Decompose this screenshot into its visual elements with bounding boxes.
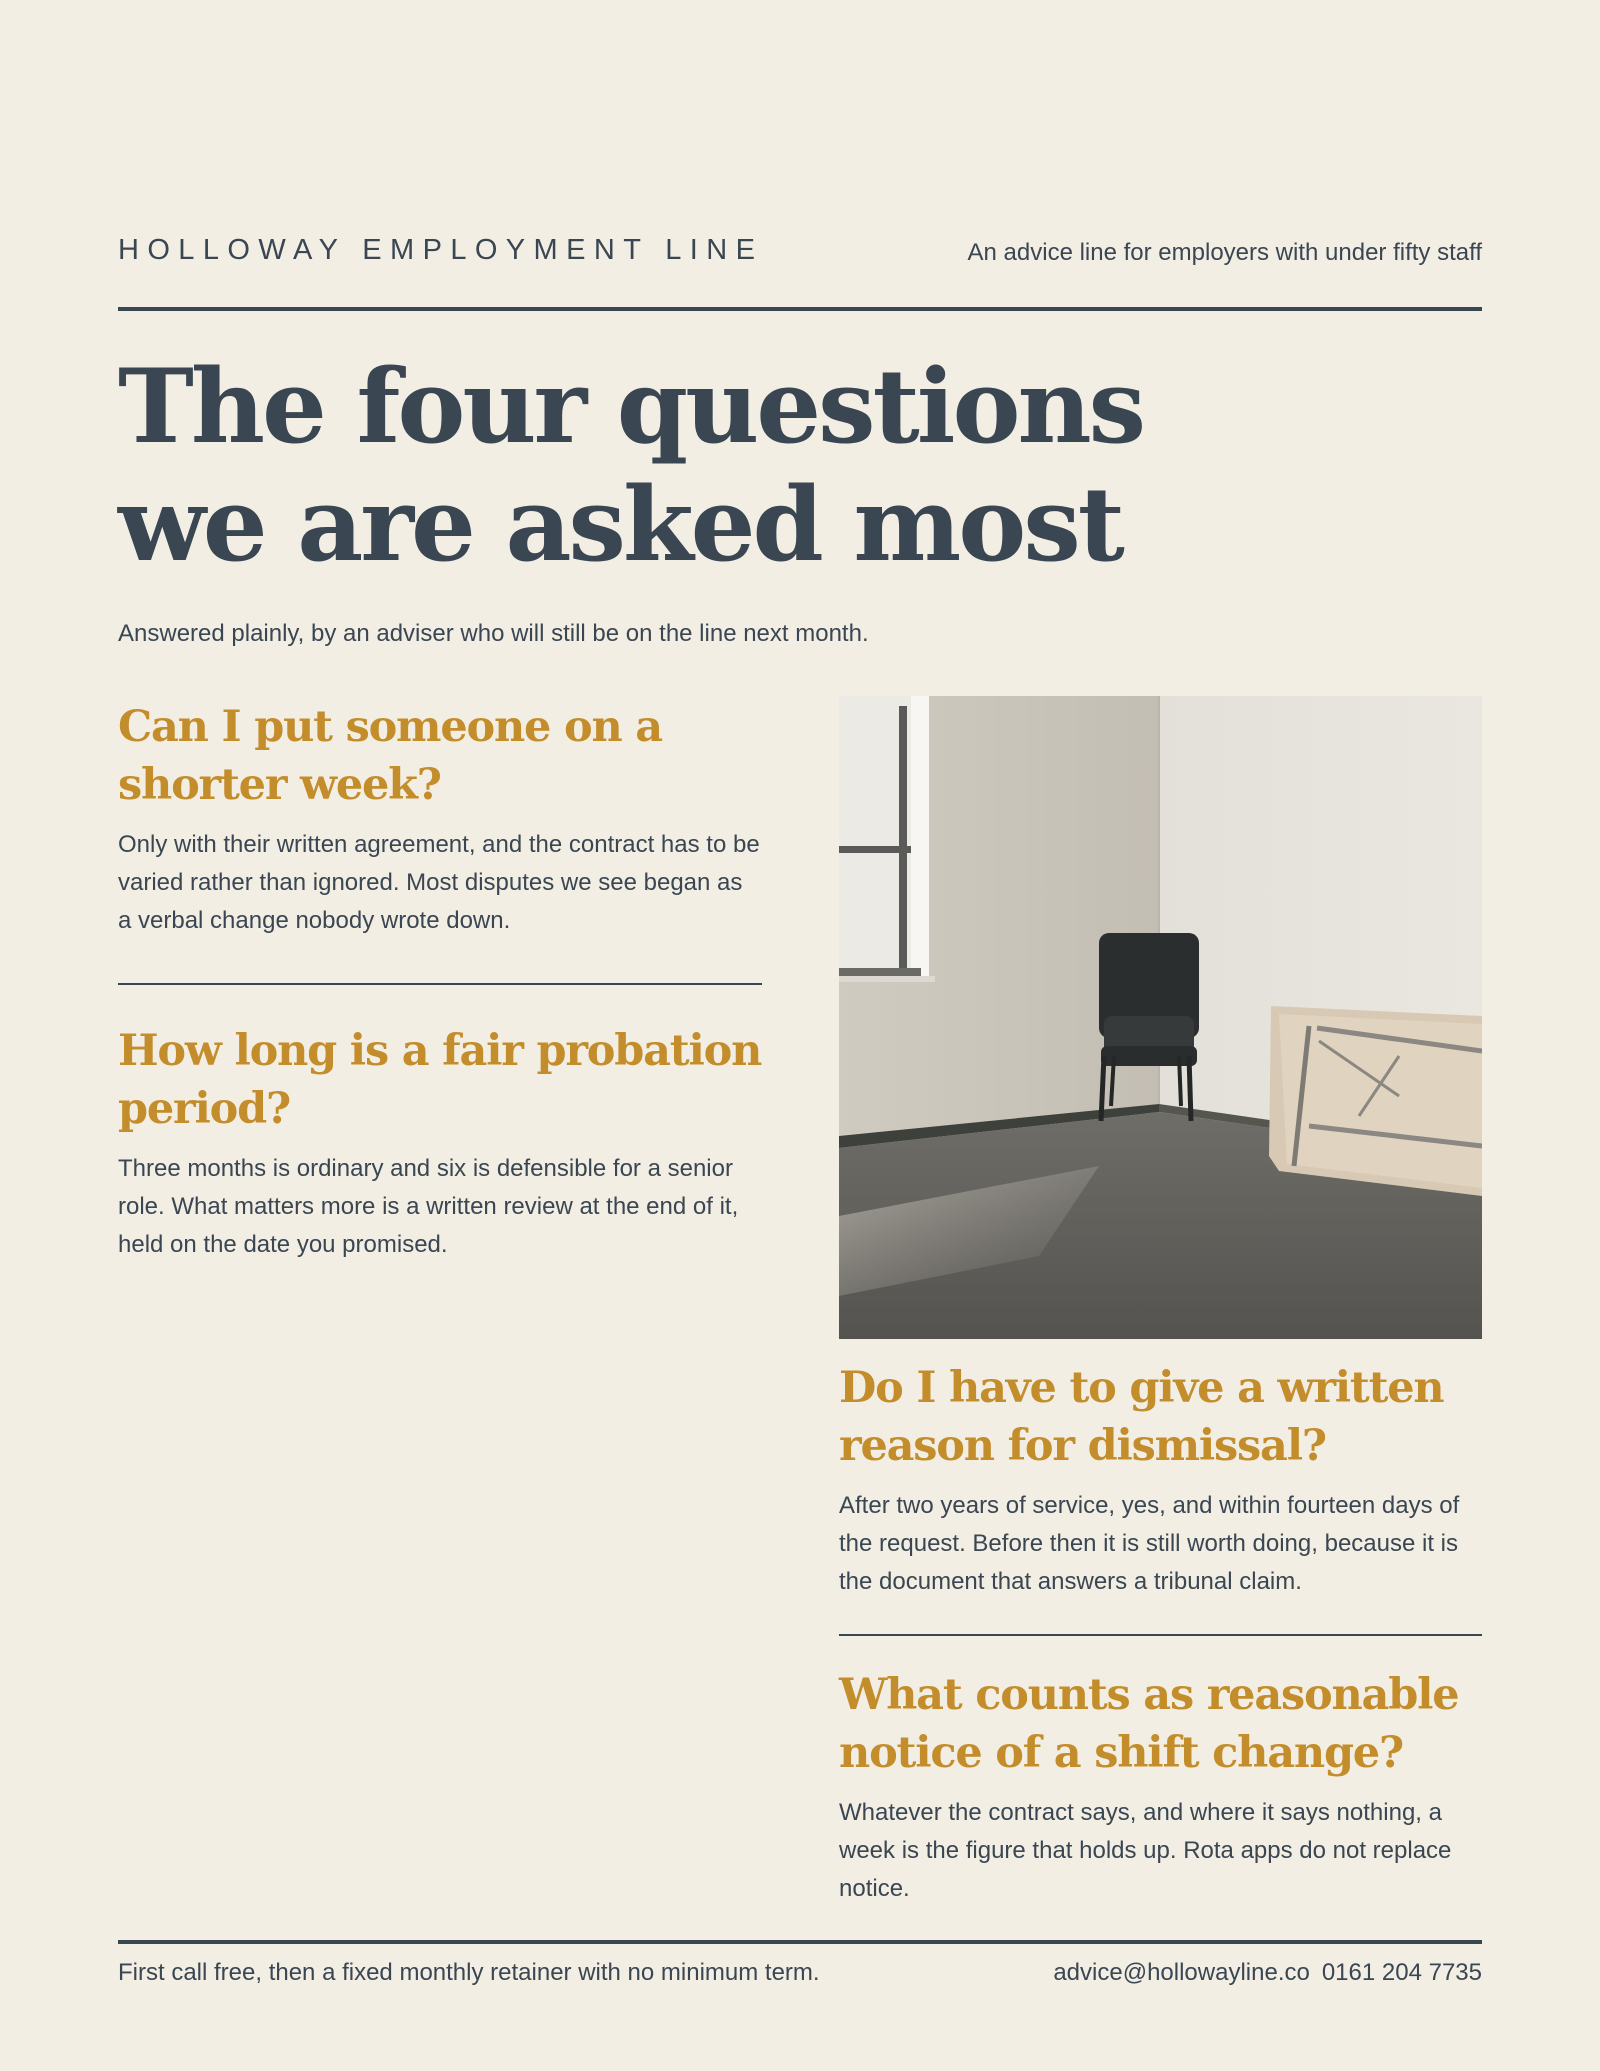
page-title-line-2: we are asked most [118,465,1122,585]
question-heading: Do I have to give a written reason for dismissal? [839,1363,1444,1471]
brand-tagline: An advice line for employers with under fifty staff [967,239,1482,266]
qa-item [118,1022,762,1264]
footer-divider [118,1940,1482,1944]
page [118,0,1482,2071]
page-title-line-1: The four questions [118,347,1144,467]
answer-text: After two years of service, yes, and within fourteen days of the request. Before then it is still worth doing, because it is the document that answers a tribunal claim. [839,1492,1460,1595]
section-divider [118,983,762,985]
page-title [118,348,1218,584]
question-heading: How long is a fair probation period? [118,1026,762,1134]
footer [118,1955,1482,1995]
brand-name: HOLLOWAY EMPLOYMENT LINE [118,234,764,266]
intro-text: Answered plainly, by an adviser who will still be on the line next month. [118,620,869,647]
phone-number[interactable]: 0161 204 7735 [1321,1959,1482,1986]
answer-text: Only with their written agreement, and the contract has to be varied rather than ignored. Most disputes we see began as a verbal change nobody wrote down. [118,831,760,934]
answer-text: Whatever the contract says, and where it says nothing, a week is the figure that holds up. Rota apps do not replace notice. [839,1799,1452,1902]
question-heading: What counts as reasonable notice of a shift change? [839,1670,1459,1778]
qa-item [839,1359,1483,1601]
email-address[interactable]: advice@hollowayline.co [1053,1959,1310,1986]
qa-item [118,698,762,940]
answer-text: Three months is ordinary and six is defensible for a senior role. What matters more is a written review at the end of it, held on the date you promised. [118,1155,739,1258]
empty-room-photo [839,696,1482,1339]
qa-item [839,1666,1483,1908]
contact-details [1053,1955,1482,1991]
header-divider [118,307,1482,311]
section-divider [839,1634,1482,1636]
question-heading: Can I put someone on a shorter week? [118,702,662,810]
masthead [118,230,1482,270]
pricing-note: First call free, then a fixed monthly retainer with no minimum term. [118,1959,820,1986]
